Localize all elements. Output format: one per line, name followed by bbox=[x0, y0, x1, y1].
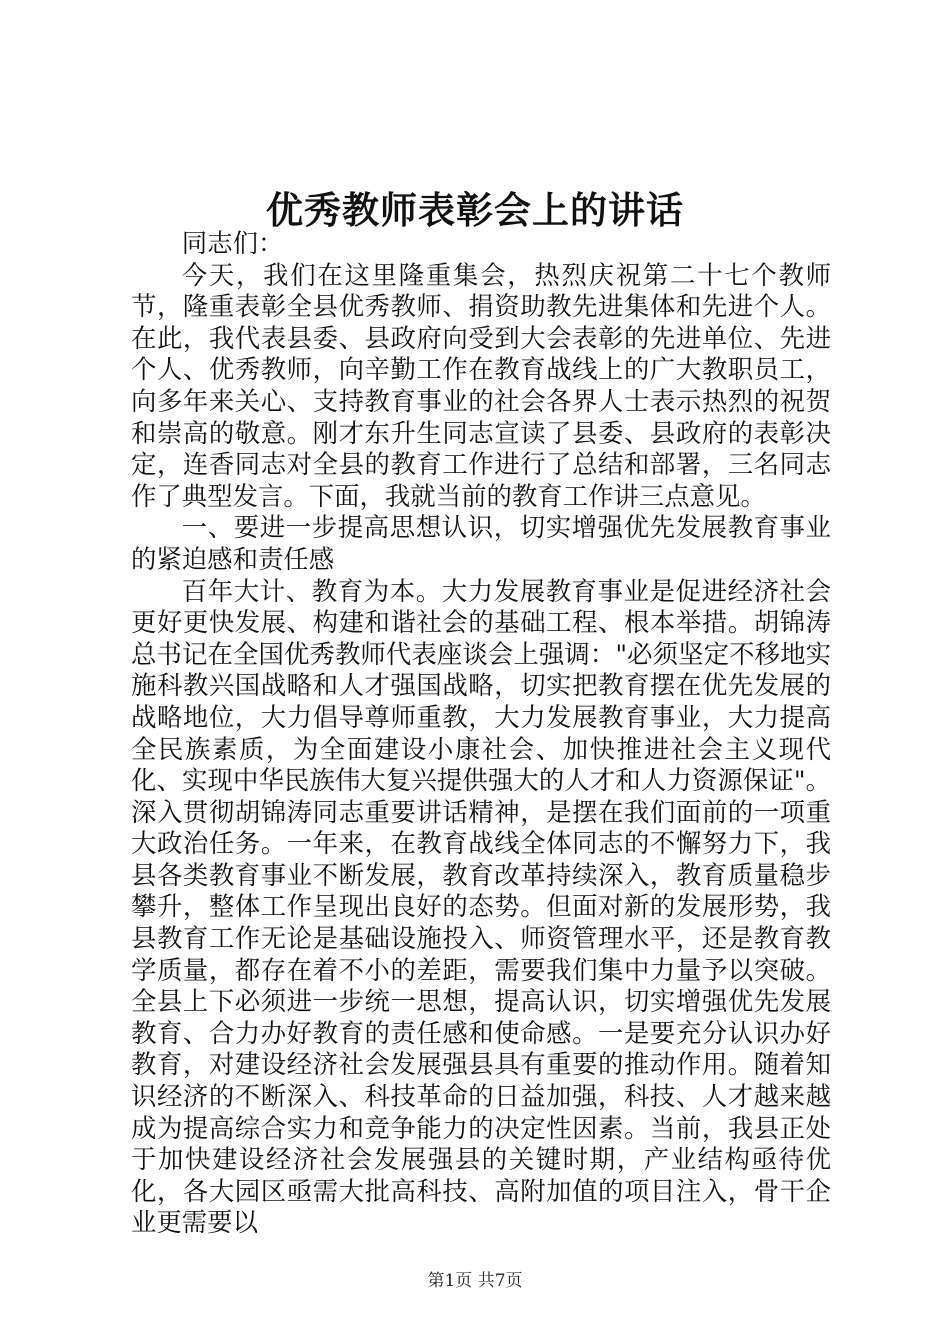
page-number-footer: 第1页 共7页 bbox=[427, 1271, 523, 1291]
salutation: 同志们： bbox=[181, 228, 284, 258]
document-body bbox=[131, 228, 831, 1239]
paragraph-opening: 今天，我们在这里隆重集会，热烈庆祝第二十七个教师节，隆重表彰全县优秀教师、捐资助教先进集体和先进个人。在此，我代表县委、县政府向受到大会表彰的先进单位、先进个人、优秀教师，向辛勤工作在教育战线上的广大教职员工，向多年来关心、支持教育事业的社会各界人士表示热烈的祝贺和崇高的敬意。刚才东升生同志宣读了县委、县政府的表彰决定，连香同志对全县的教育工作进行了总结和部署，三名同志作了典型发言。下面，我就当前的教育工作讲三点意见。 bbox=[131, 259, 831, 511]
section-heading-one: 一、要进一步提高思想认识，切实增强优先发展教育事业的紧迫感和责任感 bbox=[131, 512, 831, 574]
paragraph-section-one: 百年大计、教育为本。大力发展教育事业是促进经济社会更好更快发展、构建和谐社会的基础工程、根本举措。胡锦涛总书记在全国优秀教师代表座谈会上强调："必须坚定不移地实施科教兴国战略和人才强国战略，切实把教育摆在优先发展的战略地位，大力倡导尊师重教，大力发展教育事业，大力提高全民族素质，为全面建设小康社会、加快推进社会主义现代化、实现中华民族伟大复兴提供强大的人才和人力资源保证"。深入贯彻胡锦涛同志重要讲话精神，是摆在我们面前的一项重大政治任务。一年来，在教育战线全体同志的不懈努力下，我县各类教育事业不断发展，教育改革持续深入，教育质量稳步攀升，整体工作呈现出良好的态势。但面对新的发展形势，我县教育工作无论是基础设施投入、师资管理水平，还是教育教学质量，都存在着不小的差距，需要我们集中力量予以突破。全县上下必须进一步统一思想，提高认识，切实增强优先发展教育、合力办好教育的责任感和使命感。一是要充分认识办好教育，对建设经济社会发展强县具有重要的推动作用。随着知识经济的不断深入、科技革命的日益加强，科技、人才越来越成为提高综合实力和竞争能力的决定性因素。当前，我县正处于加快建设经济社会发展强县的关键时期，产业结构亟待优化，各大园区亟需大批高科技、高附加值的项目注入，骨干企业更需要以 bbox=[131, 575, 831, 1238]
document-title: 优秀教师表彰会上的讲话 bbox=[266, 188, 684, 232]
